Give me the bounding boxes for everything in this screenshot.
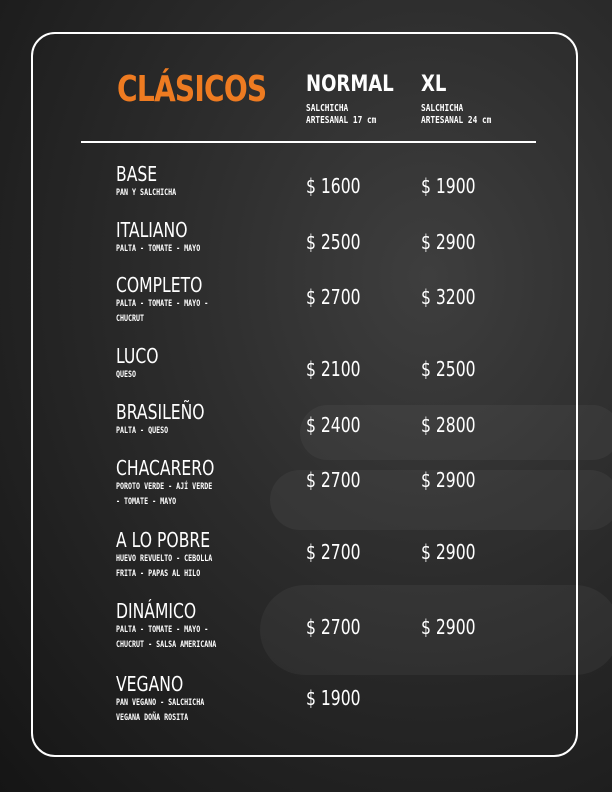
menu-item <box>116 345 266 383</box>
item-description: PALTA - TOMATE - MAYO - CHUCRUT <box>116 299 209 324</box>
item-description: QUESO <box>116 370 137 380</box>
price-normal: $ 2400 <box>306 413 361 437</box>
item-description: PALTA - QUESO <box>116 426 169 436</box>
menu-item <box>116 274 256 327</box>
price-normal: $ 2500 <box>306 230 361 254</box>
price-normal: $ 2700 <box>306 285 361 309</box>
price-xl: $ 2800 <box>421 413 476 437</box>
item-description: HUEVO REVUELTO - CEBOLLA FRITA - PAPAS AL HILO <box>116 554 213 579</box>
page-title: CLÁSICOS <box>117 69 267 110</box>
price-xl: $ 2500 <box>421 357 476 381</box>
item-description: PAN VEGANO - SALCHICHA VEGANA DOÑA ROSITA <box>116 698 205 723</box>
item-description: POROTO VERDE - AJÍ VERDE - TOMATE - MAYO <box>116 482 213 507</box>
item-name: COMPLETO <box>116 273 203 297</box>
column-subtitle-xl-line2: ARTESANAL 24 cm <box>421 115 492 126</box>
item-name: A LO POBRE <box>116 528 211 552</box>
price-normal: $ 1900 <box>306 686 361 710</box>
column-subtitle-normal-line2: ARTESANAL 17 cm <box>306 115 377 126</box>
item-name: LUCO <box>116 344 159 368</box>
menu-item <box>116 673 266 726</box>
column-subtitle-normal-line1: SALCHICHA <box>306 103 349 114</box>
price-normal: $ 2100 <box>306 357 361 381</box>
item-name: BRASILEÑO <box>116 400 205 424</box>
menu-item <box>116 219 266 257</box>
menu-item <box>116 401 266 439</box>
header-divider <box>81 141 536 143</box>
column-subtitle-xl-line1: SALCHICHA <box>421 103 464 114</box>
item-name: ITALIANO <box>116 218 188 242</box>
price-xl: $ 2900 <box>421 230 476 254</box>
item-name: CHACARERO <box>116 456 215 480</box>
menu-item <box>116 457 251 510</box>
price-xl: $ 1900 <box>421 174 476 198</box>
item-name: DINÁMICO <box>116 599 197 623</box>
price-normal: $ 2700 <box>306 468 361 492</box>
item-description: PAN Y SALCHICHA <box>116 188 177 198</box>
price-xl: $ 2900 <box>421 468 476 492</box>
menu-item <box>116 529 276 582</box>
menu-item <box>116 163 266 201</box>
item-name: BASE <box>116 162 158 186</box>
price-normal: $ 2700 <box>306 540 361 564</box>
price-xl: $ 2900 <box>421 615 476 639</box>
column-header-xl: XL <box>421 72 447 97</box>
item-description: PALTA - TOMATE - MAYO - CHUCRUT - SALSA AMERICANA <box>116 625 217 650</box>
price-xl: $ 3200 <box>421 285 476 309</box>
menu-item <box>116 600 266 653</box>
column-header-normal: NORMAL <box>306 72 394 97</box>
price-normal: $ 1600 <box>306 174 361 198</box>
item-description: PALTA - TOMATE - MAYO <box>116 244 201 254</box>
price-normal: $ 2700 <box>306 615 361 639</box>
item-name: VEGANO <box>116 672 184 696</box>
price-xl: $ 2900 <box>421 540 476 564</box>
